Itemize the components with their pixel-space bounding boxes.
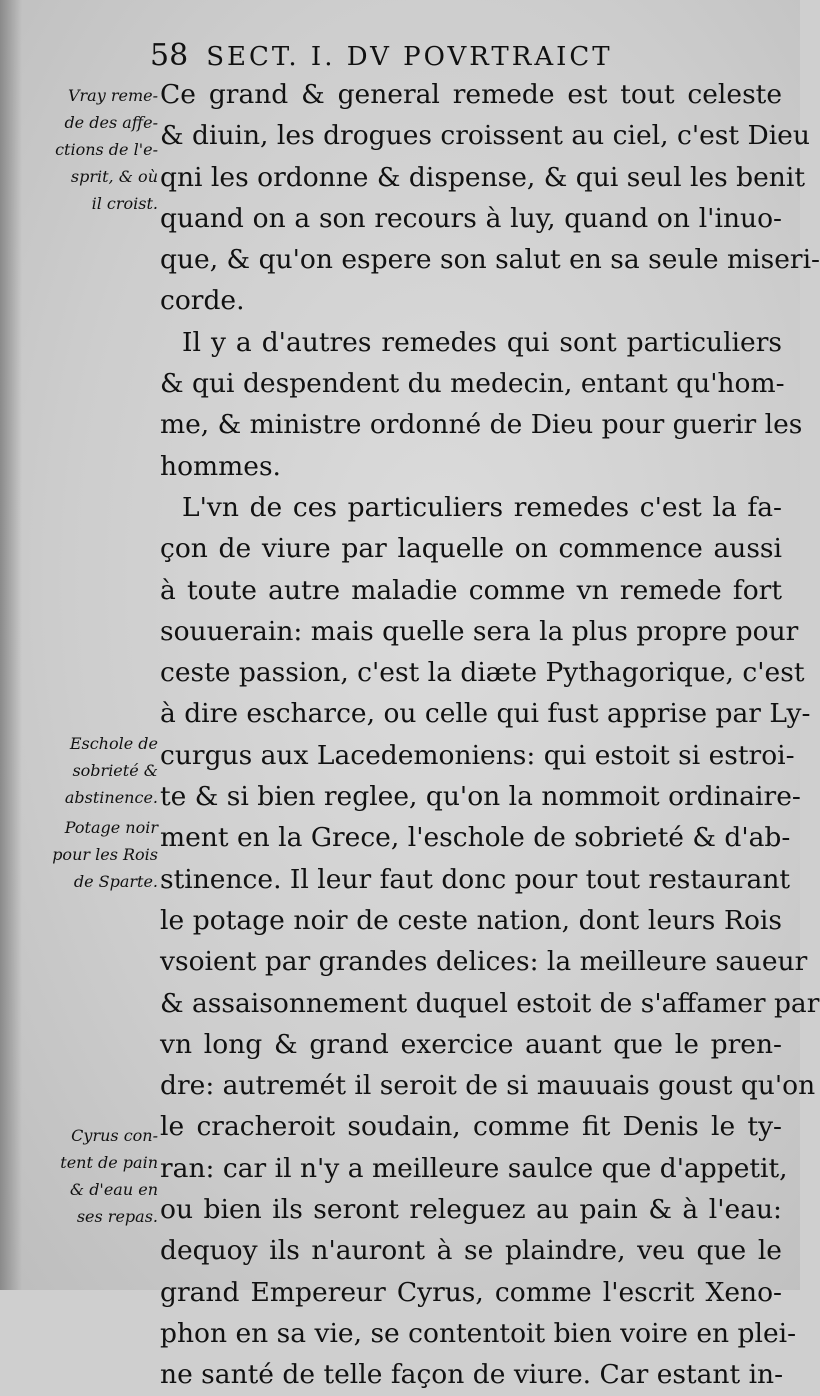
text-line: curgus aux Lacedemoniens: qui estoit si estroi-	[160, 739, 795, 771]
margin-note-line: Eschole de	[69, 734, 158, 753]
margin-note-potage	[18, 814, 158, 895]
text-line: L'vn de ces particuliers remedes c'est la fa-	[182, 491, 782, 523]
page-number: 58	[150, 38, 189, 73]
running-head	[150, 38, 790, 73]
text-line: le potage noir de ceste nation, dont leurs Rois	[160, 904, 782, 936]
margin-note-line: & d'eau en	[69, 1180, 158, 1199]
margin-note-line: Cyrus con-	[71, 1126, 158, 1145]
margin-note-line: il croist.	[91, 194, 158, 213]
margin-note-remede	[18, 82, 158, 217]
text-line: ceste passion, c'est la diæte Pythagorique, c'est	[160, 657, 805, 689]
text-line: & assaisonnement duquel estoit de s'affamer par	[160, 987, 820, 1019]
text-line: hommes.	[160, 450, 281, 482]
text-line: vsoient par grandes delices: la meilleure saueur	[160, 946, 808, 978]
margin-note-cyrus	[18, 1122, 158, 1230]
margin-note-line: sprit, & où	[70, 167, 158, 186]
text-line: phon en sa vie, se contentoit bien voire en plei-	[160, 1317, 797, 1349]
text-line: & diuin, les drogues croissent au ciel, c'est Dieu	[160, 120, 810, 152]
text-line: stinence. Il leur faut donc pour tout restaurant	[160, 863, 791, 895]
text-line: qni les ordonne & dispense, & qui seul les benit	[160, 161, 805, 193]
text-line: te & si bien reglee, qu'on la nommoit ordinaire-	[160, 781, 801, 813]
running-title: SECT. I. DV POVRTRAICT	[206, 42, 613, 72]
text-line: dre: autremét il seroit de si mauuais goust qu'on	[160, 1070, 816, 1102]
margin-note-line: abstinence.	[64, 788, 158, 807]
margin-note-line: de Sparte.	[73, 872, 158, 891]
text-line: grand Empereur Cyrus, comme l'escrit Xeno-	[160, 1276, 782, 1308]
text-line: à toute autre maladie comme vn remede fort	[160, 574, 782, 606]
text-line: & qui despendent du medecin, entant qu'hom-	[160, 368, 785, 400]
body-text	[160, 74, 820, 1396]
margin-note-line: sobrieté &	[72, 761, 158, 780]
margin-note-eschole	[18, 730, 158, 811]
text-line: vn long & grand exercice auant que le pren-	[160, 1028, 782, 1060]
margin-note-line: tent de pain	[60, 1153, 158, 1172]
margin-note-line: ses repas.	[76, 1207, 158, 1226]
text-line: ran: car il n'y a meilleure saulce que d'appetit,	[160, 1152, 788, 1184]
text-line: le cracheroit soudain, comme fit Denis le ty-	[160, 1111, 782, 1143]
text-line: Il y a d'autres remedes qui sont particuliers	[182, 326, 782, 358]
text-line: Ce grand & general remede est tout celeste	[160, 79, 782, 110]
margin-note-line: pour les Rois	[52, 845, 158, 864]
text-line: ne santé de telle façon de viure. Car estant in-	[160, 1359, 784, 1391]
margin-note-line: de des affe-	[64, 113, 158, 132]
text-line: dequoy ils n'auront à se plaindre, veu que le	[160, 1235, 782, 1267]
text-line: quand on a son recours à luy, quand on l'inuo-	[160, 202, 782, 234]
text-line: çon de viure par laquelle on commence aussi	[160, 533, 782, 565]
text-line: me, & ministre ordonné de Dieu pour guerir les	[160, 409, 803, 441]
text-line: à dire escharce, ou celle qui fust apprise par Ly-	[160, 698, 811, 730]
text-line: souuerain: mais quelle sera la plus propre pour	[160, 615, 799, 647]
text-line: corde.	[160, 285, 245, 317]
text-line: ment en la Grece, l'eschole de sobrieté & d'ab-	[160, 822, 791, 854]
margin-note-line: Potage noir	[64, 818, 158, 837]
text-line: que, & qu'on espere son salut en sa seule miseri-	[160, 244, 820, 276]
margin-note-line: ctions de l'e-	[55, 140, 158, 159]
margin-note-line: Vray reme-	[67, 86, 158, 105]
text-line: ou bien ils seront releguez au pain & à l'eau:	[160, 1194, 782, 1226]
